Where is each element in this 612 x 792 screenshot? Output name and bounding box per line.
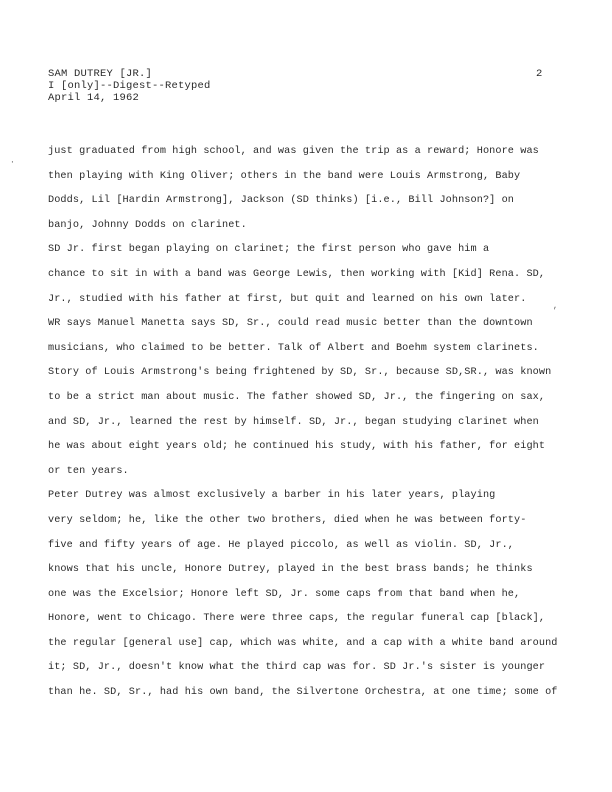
body-line: he was about eight years old; he continued his study, with his father, for eight	[48, 441, 546, 453]
body-line: the regular [general use] cap, which was white, and a cap with a white band around	[48, 637, 558, 649]
header-digest-note: I [only]--Digest--Retyped	[48, 80, 211, 92]
body-line: Peter Dutrey was almost exclusively a barber in his later years, playing	[48, 490, 496, 502]
body-line: just graduated from high school, and was given the trip as a reward; Honore was	[48, 146, 539, 157]
body-line: five and fifty years of age. He played piccolo, as well as violin. SD, Jr.,	[48, 539, 515, 551]
body-line: Story of Louis Armstrong's being frightened by SD, Sr., because SD,SR., was known	[48, 367, 552, 379]
body-line: musicians, who claimed to be better. Talk of Albert and Boehm system clarinets.	[48, 342, 539, 354]
margin-speck: ·	[10, 158, 15, 167]
body-line: SD Jr. first began playing on clarinet; the first person who gave him a	[48, 244, 490, 256]
body-line: than he. SD, Sr., had his own band, the Silvertone Orchestra, at one time; some of	[48, 687, 558, 699]
page-number: 2	[536, 68, 543, 80]
document-header	[48, 68, 211, 104]
body-line: and SD, Jr., learned the rest by himself. SD, Jr., began studying clarinet when	[48, 416, 539, 428]
body-line: very seldom; he, like the other two brothers, died when he was between forty-	[48, 514, 527, 526]
body-line: one was the Excelsior; Honore left SD, Jr. some caps from that band when he,	[48, 588, 521, 600]
body-line: to be a strict man about music. The father showed SD, Jr., the fingering on sax,	[48, 391, 546, 403]
body-line: then playing with King Oliver; others in the band were Louis Armstrong, Baby	[48, 170, 521, 182]
body-line: or ten years.	[48, 465, 129, 477]
header-date: April 14, 1962	[48, 92, 140, 104]
body-line: banjo, Johnny Dodds on clarinet.	[48, 219, 247, 231]
margin-speck: ,	[553, 302, 558, 311]
body-line: Dodds, Lil [Hardin Armstrong], Jackson (SD thinks) [i.e., Bill Johnson?] on	[48, 195, 515, 207]
body-line: knows that his uncle, Honore Dutrey, played in the best brass bands; he thinks	[48, 564, 533, 576]
body-line: chance to sit in with a band was George Lewis, then working with [Kid] Rena. SD,	[48, 268, 546, 280]
header-subject-name: SAM DUTREY [JR.]	[48, 68, 153, 80]
transcript-body	[48, 140, 558, 706]
body-line: Jr., studied with his father at first, but quit and learned on his own later.	[48, 293, 527, 305]
body-line: WR says Manuel Manetta says SD, Sr., could read music better than the downtown	[48, 318, 533, 330]
body-line: Honore, went to Chicago. There were three caps, the regular funeral cap [black],	[48, 613, 546, 625]
body-line: it; SD, Jr., doesn't know what the third cap was for. SD Jr.'s sister is younger	[48, 662, 546, 674]
